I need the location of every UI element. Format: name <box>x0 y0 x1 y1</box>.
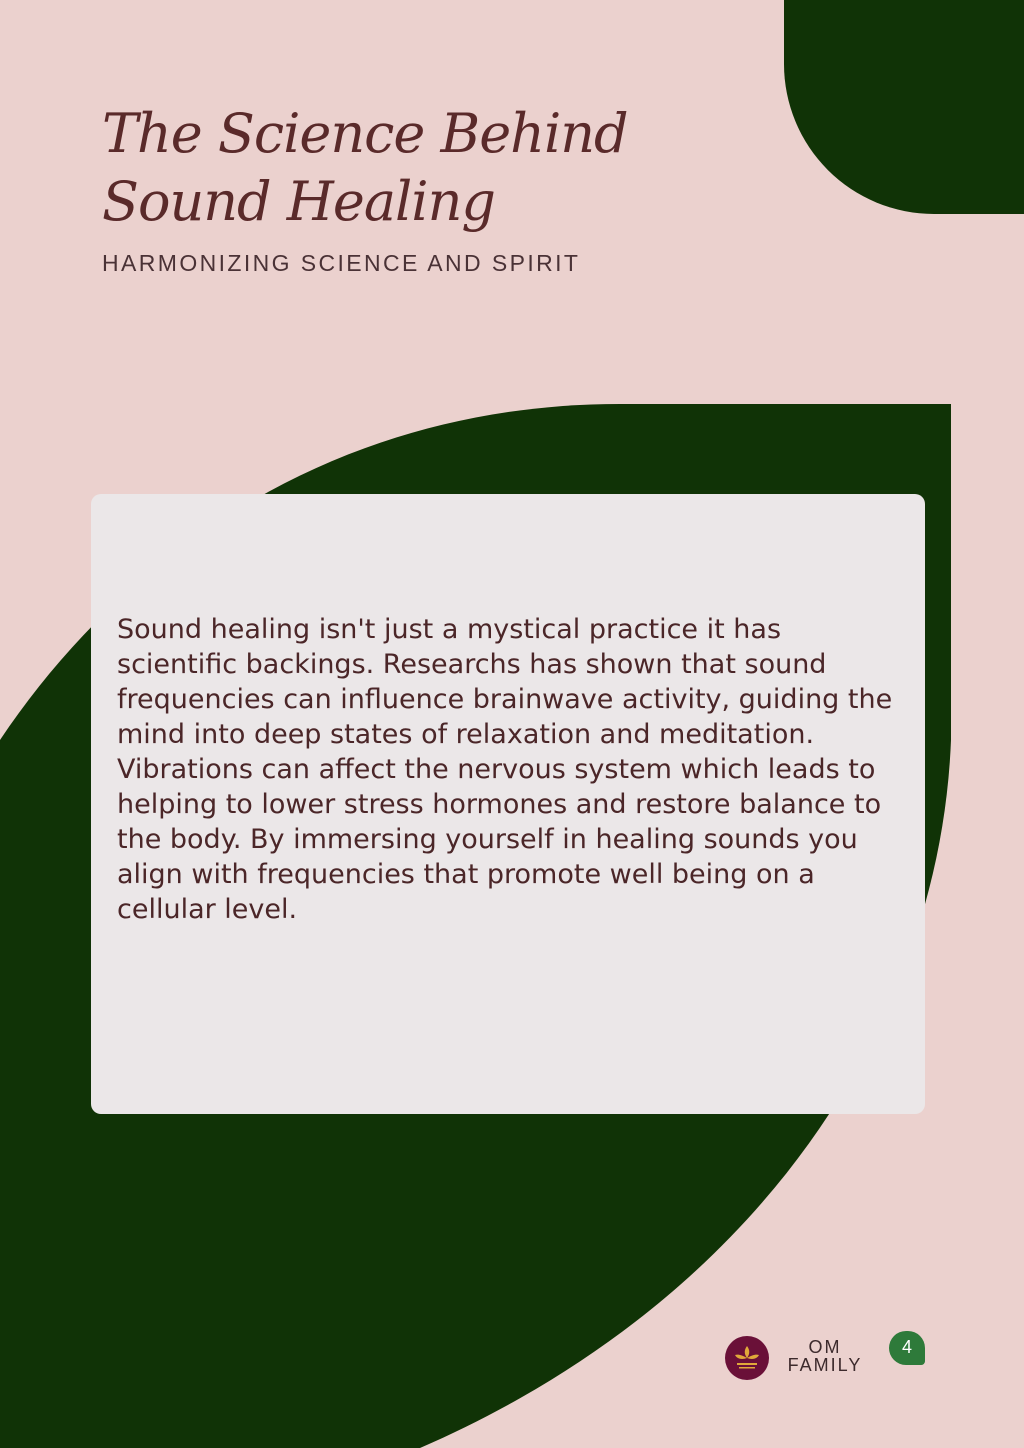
card-body-text: Sound healing isn't just a mystical practice it has scientific backings. Researchs has shown that sound frequencies can influence brainwave activity, guiding the mind into deep states of relaxation and meditation. Vibrations can affect the nervous system which leads to helping to lower stress hormones and restore balance to the body. By immersing yourself in healing sounds you align with frequencies that promote well being on a cellular level. <box>117 614 893 925</box>
lotus-logo-icon <box>725 1336 769 1380</box>
page-number-badge: 4 <box>889 1331 925 1365</box>
brand-line-2: FAMILY <box>787 1355 863 1375</box>
brand-name <box>780 1338 870 1374</box>
title-block <box>102 100 628 236</box>
page-title-line-2: Sound Healing <box>102 170 495 233</box>
content-card <box>91 494 925 1114</box>
page-title-line-1: The Science Behind <box>102 102 628 165</box>
brand-line-1: OM <box>808 1337 842 1357</box>
page-subtitle: HARMONIZING SCIENCE AND SPIRIT <box>102 250 581 276</box>
